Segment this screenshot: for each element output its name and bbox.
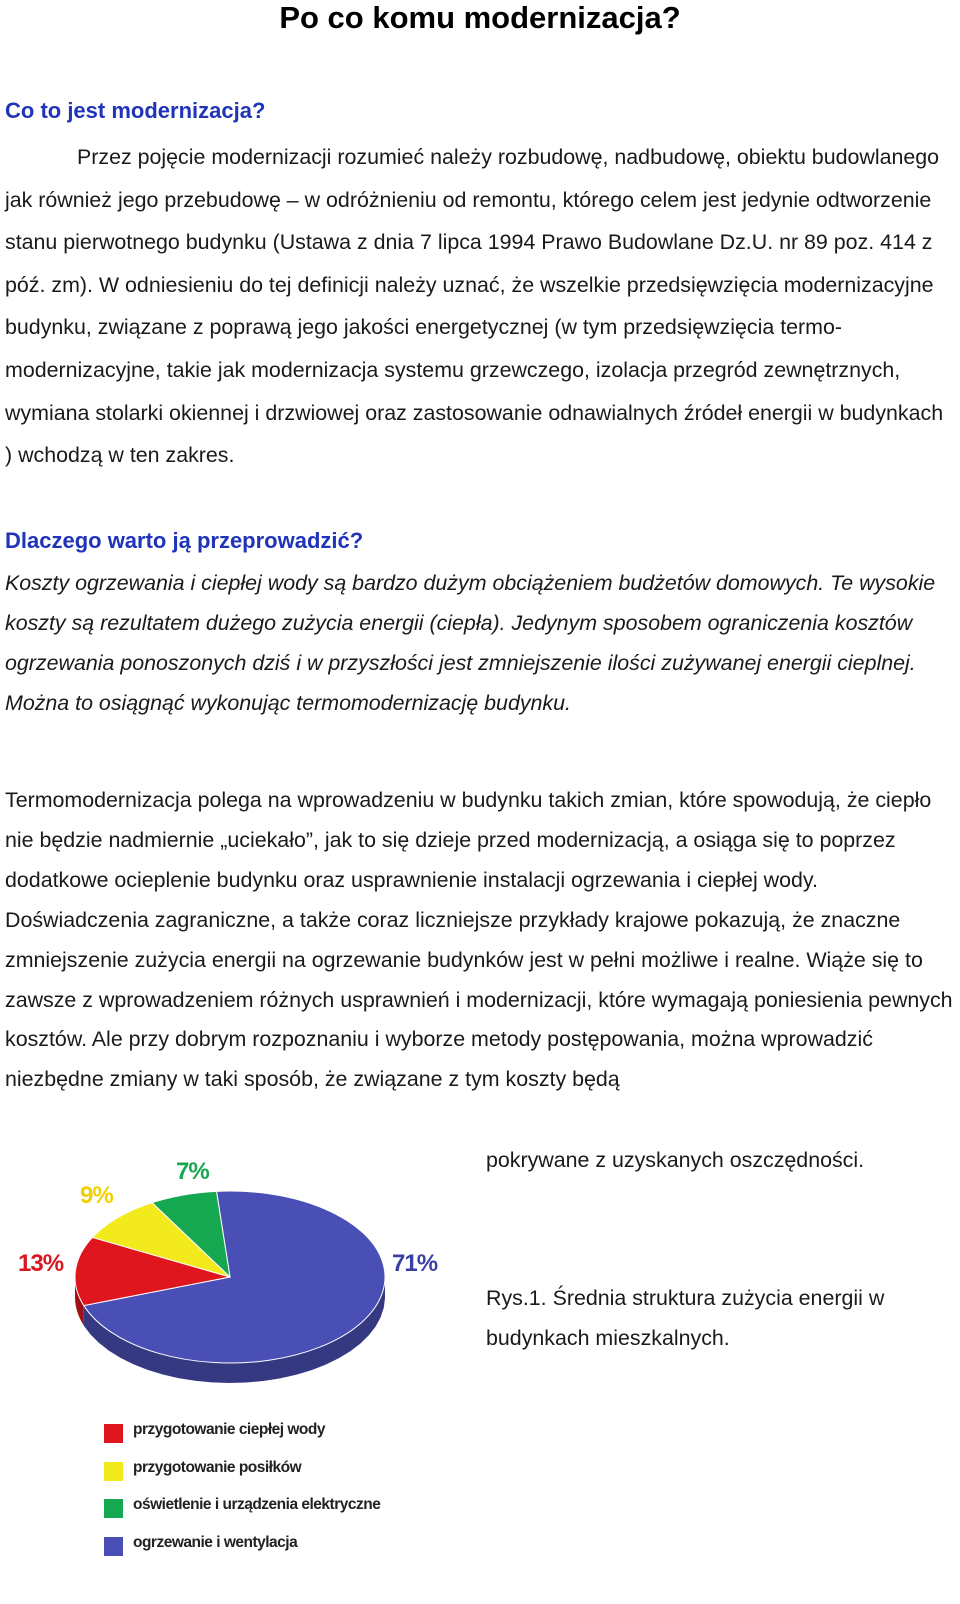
section-heading-why: Dlaczego warto ją przeprowadzić? — [5, 528, 364, 553]
legend-swatch — [104, 1537, 123, 1556]
legend-label: ogrzewanie i wentylacja — [133, 1533, 298, 1551]
legend-swatch — [104, 1424, 123, 1443]
legend-label: oświetlenie i urządzenia elektryczne — [133, 1496, 381, 1513]
paragraph-costs: Koszty ogrzewania i ciepłej wody są bardzo dużym obciążeniem budżetów domowych. Te wysokie koszty są rezultatem dużego zużycia energii (ciepła). Jedynym sposobem ograniczenia kosztów ogrzewania ponoszonych dziś i w przyszłości jest zmniejszenie ilości zużywanej energii cieplnej. Można to osiągnąć wykonując termomodernizację budynku. — [5, 571, 936, 715]
pie-chart-svg — [0, 1150, 470, 1410]
pie-label-13-percent: 13% — [18, 1250, 64, 1277]
paragraph-thermomodernization: Termomodernizacja polega na wprowadzeniu w budynku takich zmian, które spowodują, że ciepło nie będzie nadmiernie „uciekało”, jak to się dzieje przed modernizacją, a osiąga się to poprzez dodatkowe ocieplenie budynku oraz usprawnienie instalacji ogrzewania i ciepłej wody. Doświadczenia zagraniczne, a także coraz liczniejsze przykłady krajowe pokazują, że znaczne zmniejszenie zużycia energii na ogrzewanie budynków jest w pełni możliwe i realne. Wiąże się to zawsze z wprowadzeniem różnych usprawnień i modernizacji, które wymagają poniesienia pewnych kosztów. Ale przy dobrym rozpoznaniu i wyborze metody postępowania, można wprowadzić niezbędne zmiany w taki sposób, że związane z tym koszty będą — [5, 788, 953, 1092]
legend-label: przygotowanie ciepłej wody — [133, 1421, 325, 1438]
figure-caption: Rys.1. Średnia struktura zużycia energii w budynkach mieszkalnych. — [486, 1286, 885, 1350]
paragraph-definition: Przez pojęcie modernizacji rozumieć należy rozbudowę, nadbudowę, obiektu budowlanego jak również jego przebudowę – w odróżnieniu od remontu, którego celem jest jedynie odtworzenie stanu pierwotnego budynku (Ustawa z dnia 7 lipca 1994 Prawo Budowlane Dz.U. nr 89 poz. 414 z póź. zm). W odniesieniu do tej definicji należy uznać, że wszelkie przedsięwzięcia modernizacyjne budynku, związane z poprawą jego jakości energetycznej (w tym przedsięwzięcia termo-modernizacyjne, takie jak modernizacja systemu grzewczego, izolacja przegród zewnętrznych, wymiana stolarki okiennej i drzwiowej oraz zastosowanie odnawialnych źródeł energii w budynkach ) wchodzą w ten zakres. — [5, 145, 944, 468]
page-title: Po co komu modernizacja? — [279, 0, 681, 35]
legend-swatch — [104, 1499, 123, 1518]
legend-swatch — [104, 1462, 123, 1481]
pie-label-9-percent: 9% — [80, 1182, 113, 1209]
paragraph-thermomodernization-end: pokrywane z uzyskanych oszczędności. — [486, 1148, 865, 1172]
pie-label-71-percent: 71% — [392, 1250, 438, 1277]
section-heading-what: Co to jest modernizacja? — [5, 98, 266, 123]
legend-label: przygotowanie posiłków — [133, 1458, 302, 1476]
pie-label-7-percent: 7% — [176, 1158, 209, 1185]
